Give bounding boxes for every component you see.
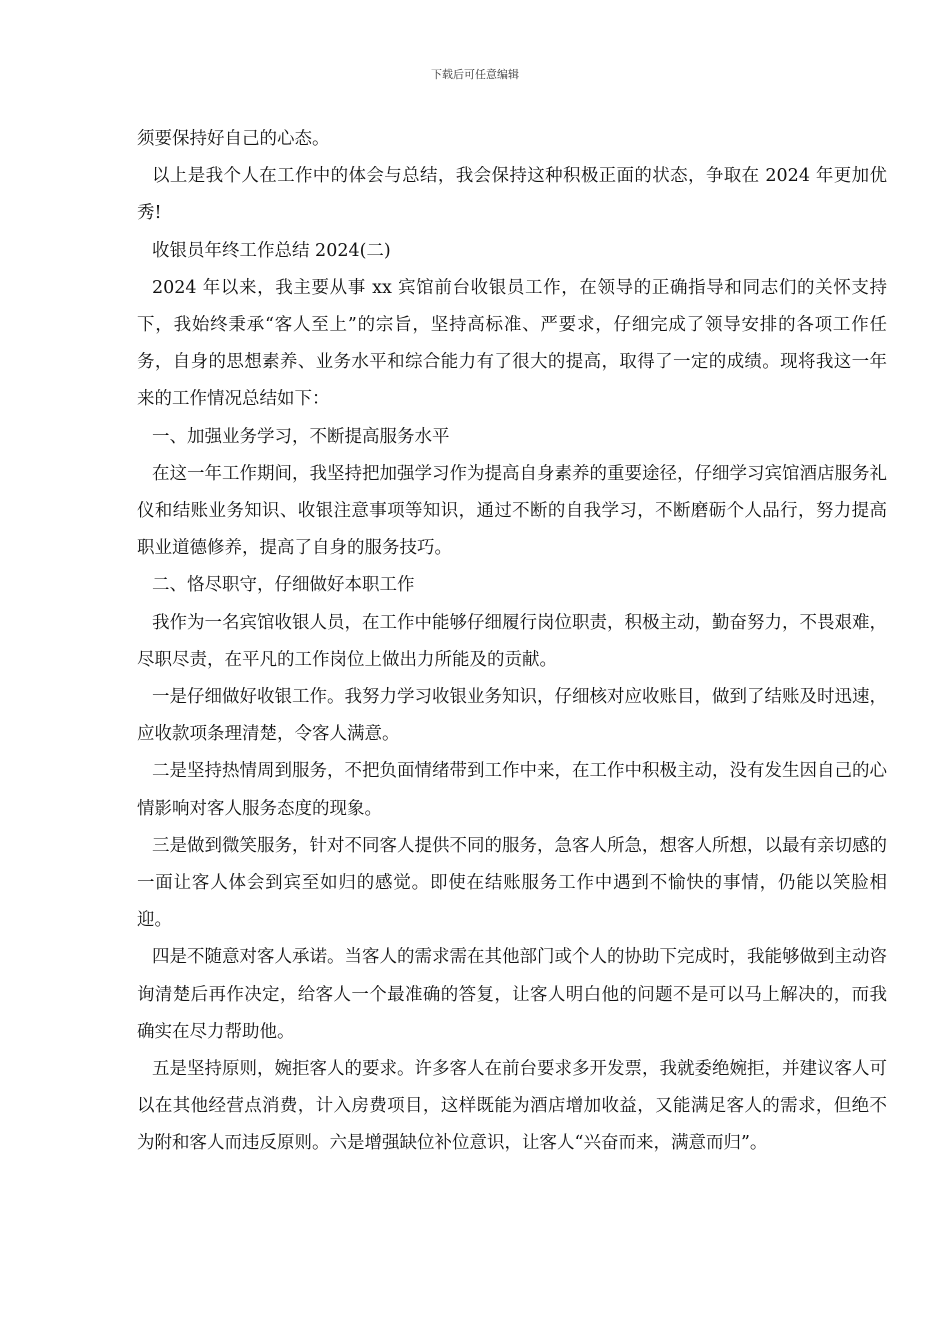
heading-two: 二、恪尽职守，仔细做好本职工作: [152, 575, 415, 596]
heading-one: 一、加强业务学习，不断提高服务水平: [152, 426, 450, 447]
paragraph-point-five: 五是坚持原则，婉拒客人的要求。许多客人在前台要求多开发票，我就委绝婉拒，并建议客人可以在其他经营点消费，计入房费项目，这样既能为酒店增加收益，又能满足客人的需求，但绝不为附和客人而违反原则。六是增强缺位补位意识，让客人“兴奋而来，满意而归”。: [137, 1059, 887, 1154]
document-body: [137, 121, 887, 1163]
paragraph-point-one: 一是仔细做好收银工作。我努力学习收银业务知识，仔细核对应收账目，做到了结账及时迅速，应收款项条理清楚，令客人满意。: [137, 687, 887, 745]
paragraph-conclusion: 以上是我个人在工作中的体会与总结，我会保持这种积极正面的状态，争取在 2024 年更加优秀!: [137, 166, 887, 224]
paragraph-point-four: 四是不随意对客人承诺。当客人的需求需在其他部门或个人的协助下完成时，我能够做到主动咨询清楚后再作决定，给客人一个最准确的答复，让客人明白他的问题不是可以马上解决的，而我确实在尽力帮助他。: [137, 947, 887, 1042]
paragraph-continuation: 须要保持好自己的心态。: [137, 129, 330, 149]
paragraph-study: 在这一年工作期间，我坚持把加强学习作为提高自身素养的重要途径，仔细学习宾馆酒店服务礼仪和结账业务知识、收银注意事项等知识，通过不断的自我学习，不断磨砺个人品行，努力提高职业道德修养，提高了自身的服务技巧。: [137, 463, 887, 559]
paragraph-point-three: 三是做到微笑服务，针对不同客人提供不同的服务，急客人所急，想客人所想，以最有亲切感的一面让客人体会到宾至如归的感觉。即使在结账服务工作中遇到不愉快的事情，仍能以笑脸相迎。: [137, 835, 887, 931]
paragraph-intro: 2024 年以来，我主要从事 xx 宾馆前台收银员工作，在领导的正确指导和同志们的关怀支持下，我始终秉承“客人至上”的宗旨，坚持高标准、严要求，仔细完成了领导安排的各项工作任务，自身的思想素养、业务水平和综合能力有了很大的提高，取得了一定的成绩。现将我这一年来的工作情况总结如下：: [137, 277, 887, 410]
paragraph-duty: 我作为一名宾馆收银人员，在工作中能够仔细履行岗位职责，积极主动，勤奋努力，不畏艰难，尽职尽责，在平凡的工作岗位上做出力所能及的贡献。: [137, 612, 887, 670]
section-title: 收银员年终工作总结 2024(二): [152, 240, 391, 261]
page-header: 下载后可任意编辑: [431, 68, 519, 81]
paragraph-point-two: 二是坚持热情周到服务，不把负面情绪带到工作中来，在工作中积极主动，没有发生因自己的心情影响对客人服务态度的现象。: [137, 761, 887, 819]
